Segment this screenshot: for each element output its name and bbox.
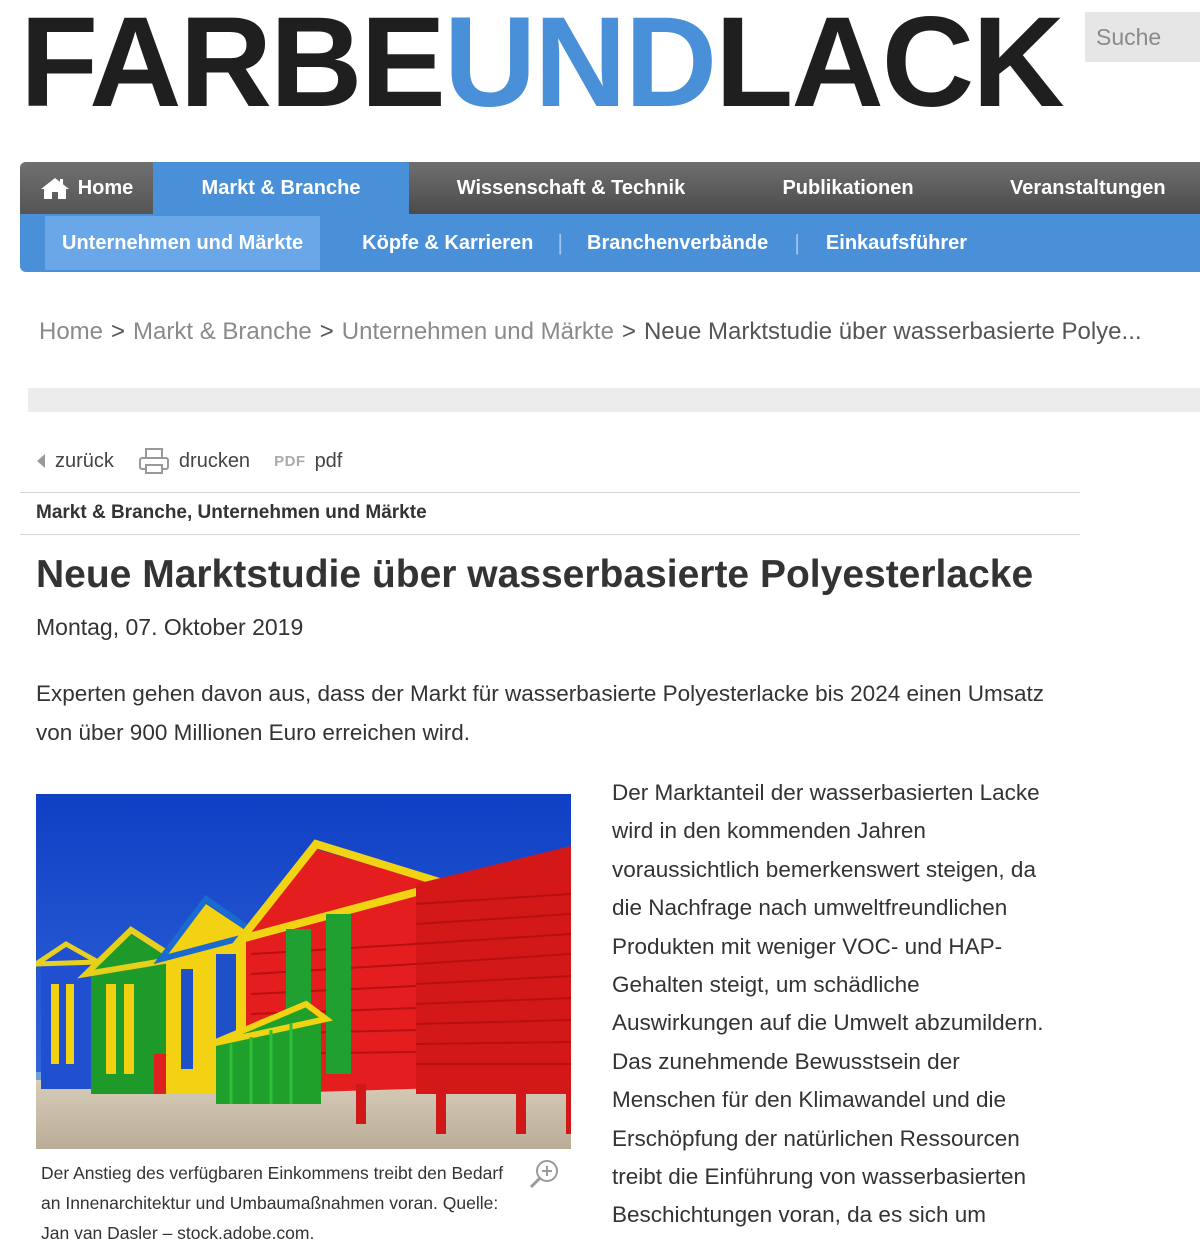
image-caption: Der Anstieg des verfügbaren Einkommens treibt den Bedarf an Innenarchitektur und Umbaumaßnahmen voran. Quelle: Jan van Dasler – stock.adobe.com. bbox=[41, 1163, 504, 1243]
divider bbox=[20, 492, 1080, 493]
article-date: Montag, 07. Oktober 2019 bbox=[36, 614, 304, 640]
zoom-in-icon bbox=[528, 1158, 560, 1190]
zoom-button[interactable] bbox=[528, 1158, 560, 1195]
logo-part-farbe: FARBE bbox=[20, 0, 444, 134]
breadcrumb-separator: > bbox=[319, 318, 334, 345]
breadcrumb-separator: > bbox=[111, 318, 126, 345]
article-body: Der Marktanteil der wasserbasierten Lacke wird in den kommenden Jahren voraussichtlich bemerkenswert steigen, da die Nachfrage nach umweltfreundlichen Produkten mit weniger VOC- und HAP-Gehalten steigt, um schädliche Auswirkungen auf die Umwelt abzumildern. Das zunehmende Bewusstsein der Menschen für den Klimawandel und die Erschöpfung der natürlichen Ressourcen treibt die Einführung von wasserbasierten Beschichtungen voran, da es sich um bbox=[612, 780, 1044, 1228]
logo-part-lack: LACK bbox=[715, 0, 1063, 134]
divider-bar bbox=[28, 388, 1200, 412]
breadcrumb-separator: > bbox=[621, 318, 636, 345]
main-nav bbox=[20, 162, 1200, 214]
logo-part-und: UND bbox=[443, 0, 716, 134]
back-button[interactable] bbox=[36, 450, 114, 473]
article-toolbar bbox=[36, 444, 366, 478]
breadcrumb-current: Neue Marktstudie über wasserbasierte Polye... bbox=[643, 318, 1142, 345]
home-icon bbox=[40, 176, 70, 200]
article-lead: Experten gehen davon aus, dass der Markt für wasserbasierte Polyesterlacke bis 2024 einen Umsatz von über 900 Millionen Euro erreichen wird. bbox=[36, 681, 1045, 745]
search-input[interactable] bbox=[1085, 12, 1200, 62]
article-title: Neue Marktstudie über wasserbasierte Polyesterlacke bbox=[36, 553, 1034, 596]
subnav-separator: | bbox=[794, 230, 800, 255]
nav-item-publikationen[interactable]: Publikationen bbox=[782, 177, 914, 199]
breadcrumb-markt-branche[interactable]: Markt & Branche bbox=[133, 318, 312, 345]
navigation bbox=[20, 162, 1200, 272]
subnav-separator: | bbox=[557, 230, 564, 255]
site-logo[interactable] bbox=[20, 0, 1063, 134]
print-button[interactable] bbox=[138, 447, 250, 475]
pdf-icon: PDF bbox=[274, 452, 306, 470]
article-image[interactable] bbox=[36, 794, 571, 1149]
caret-left-icon bbox=[36, 453, 46, 469]
subnav-spacer bbox=[320, 214, 362, 272]
nav-item-markt-branche[interactable]: Markt & Branche bbox=[153, 162, 409, 214]
subnav-item-branchenverbaende[interactable]: Branchenverbände bbox=[587, 231, 769, 254]
nav-item-veranstaltungen[interactable]: Veranstaltungen bbox=[1010, 177, 1166, 199]
breadcrumb-home[interactable]: Home bbox=[39, 318, 104, 345]
nav-item-home[interactable] bbox=[20, 162, 153, 214]
back-label: zurück bbox=[55, 449, 114, 472]
print-label: drucken bbox=[178, 449, 251, 472]
subnav-item-koepfe-karrieren[interactable]: Köpfe & Karrieren bbox=[362, 231, 534, 254]
subnav-item-einkaufsfuehrer[interactable]: Einkaufsführer bbox=[825, 231, 968, 254]
nav-item-wissenschaft-technik[interactable]: Wissenschaft & Technik bbox=[456, 177, 686, 199]
sub-nav bbox=[20, 214, 1200, 272]
pdf-label: pdf bbox=[314, 449, 343, 472]
breadcrumb-unternehmen-maerkte[interactable]: Unternehmen und Märkte bbox=[341, 318, 614, 345]
subnav-item-unternehmen-maerkte[interactable]: Unternehmen und Märkte bbox=[45, 216, 320, 270]
article-category: Markt & Branche, Unternehmen und Märkte bbox=[36, 502, 427, 523]
breadcrumb bbox=[39, 318, 1142, 346]
divider bbox=[20, 534, 1080, 535]
pdf-button[interactable] bbox=[274, 450, 342, 473]
printer-icon bbox=[138, 447, 170, 475]
nav-item-home-label: Home bbox=[77, 177, 134, 199]
